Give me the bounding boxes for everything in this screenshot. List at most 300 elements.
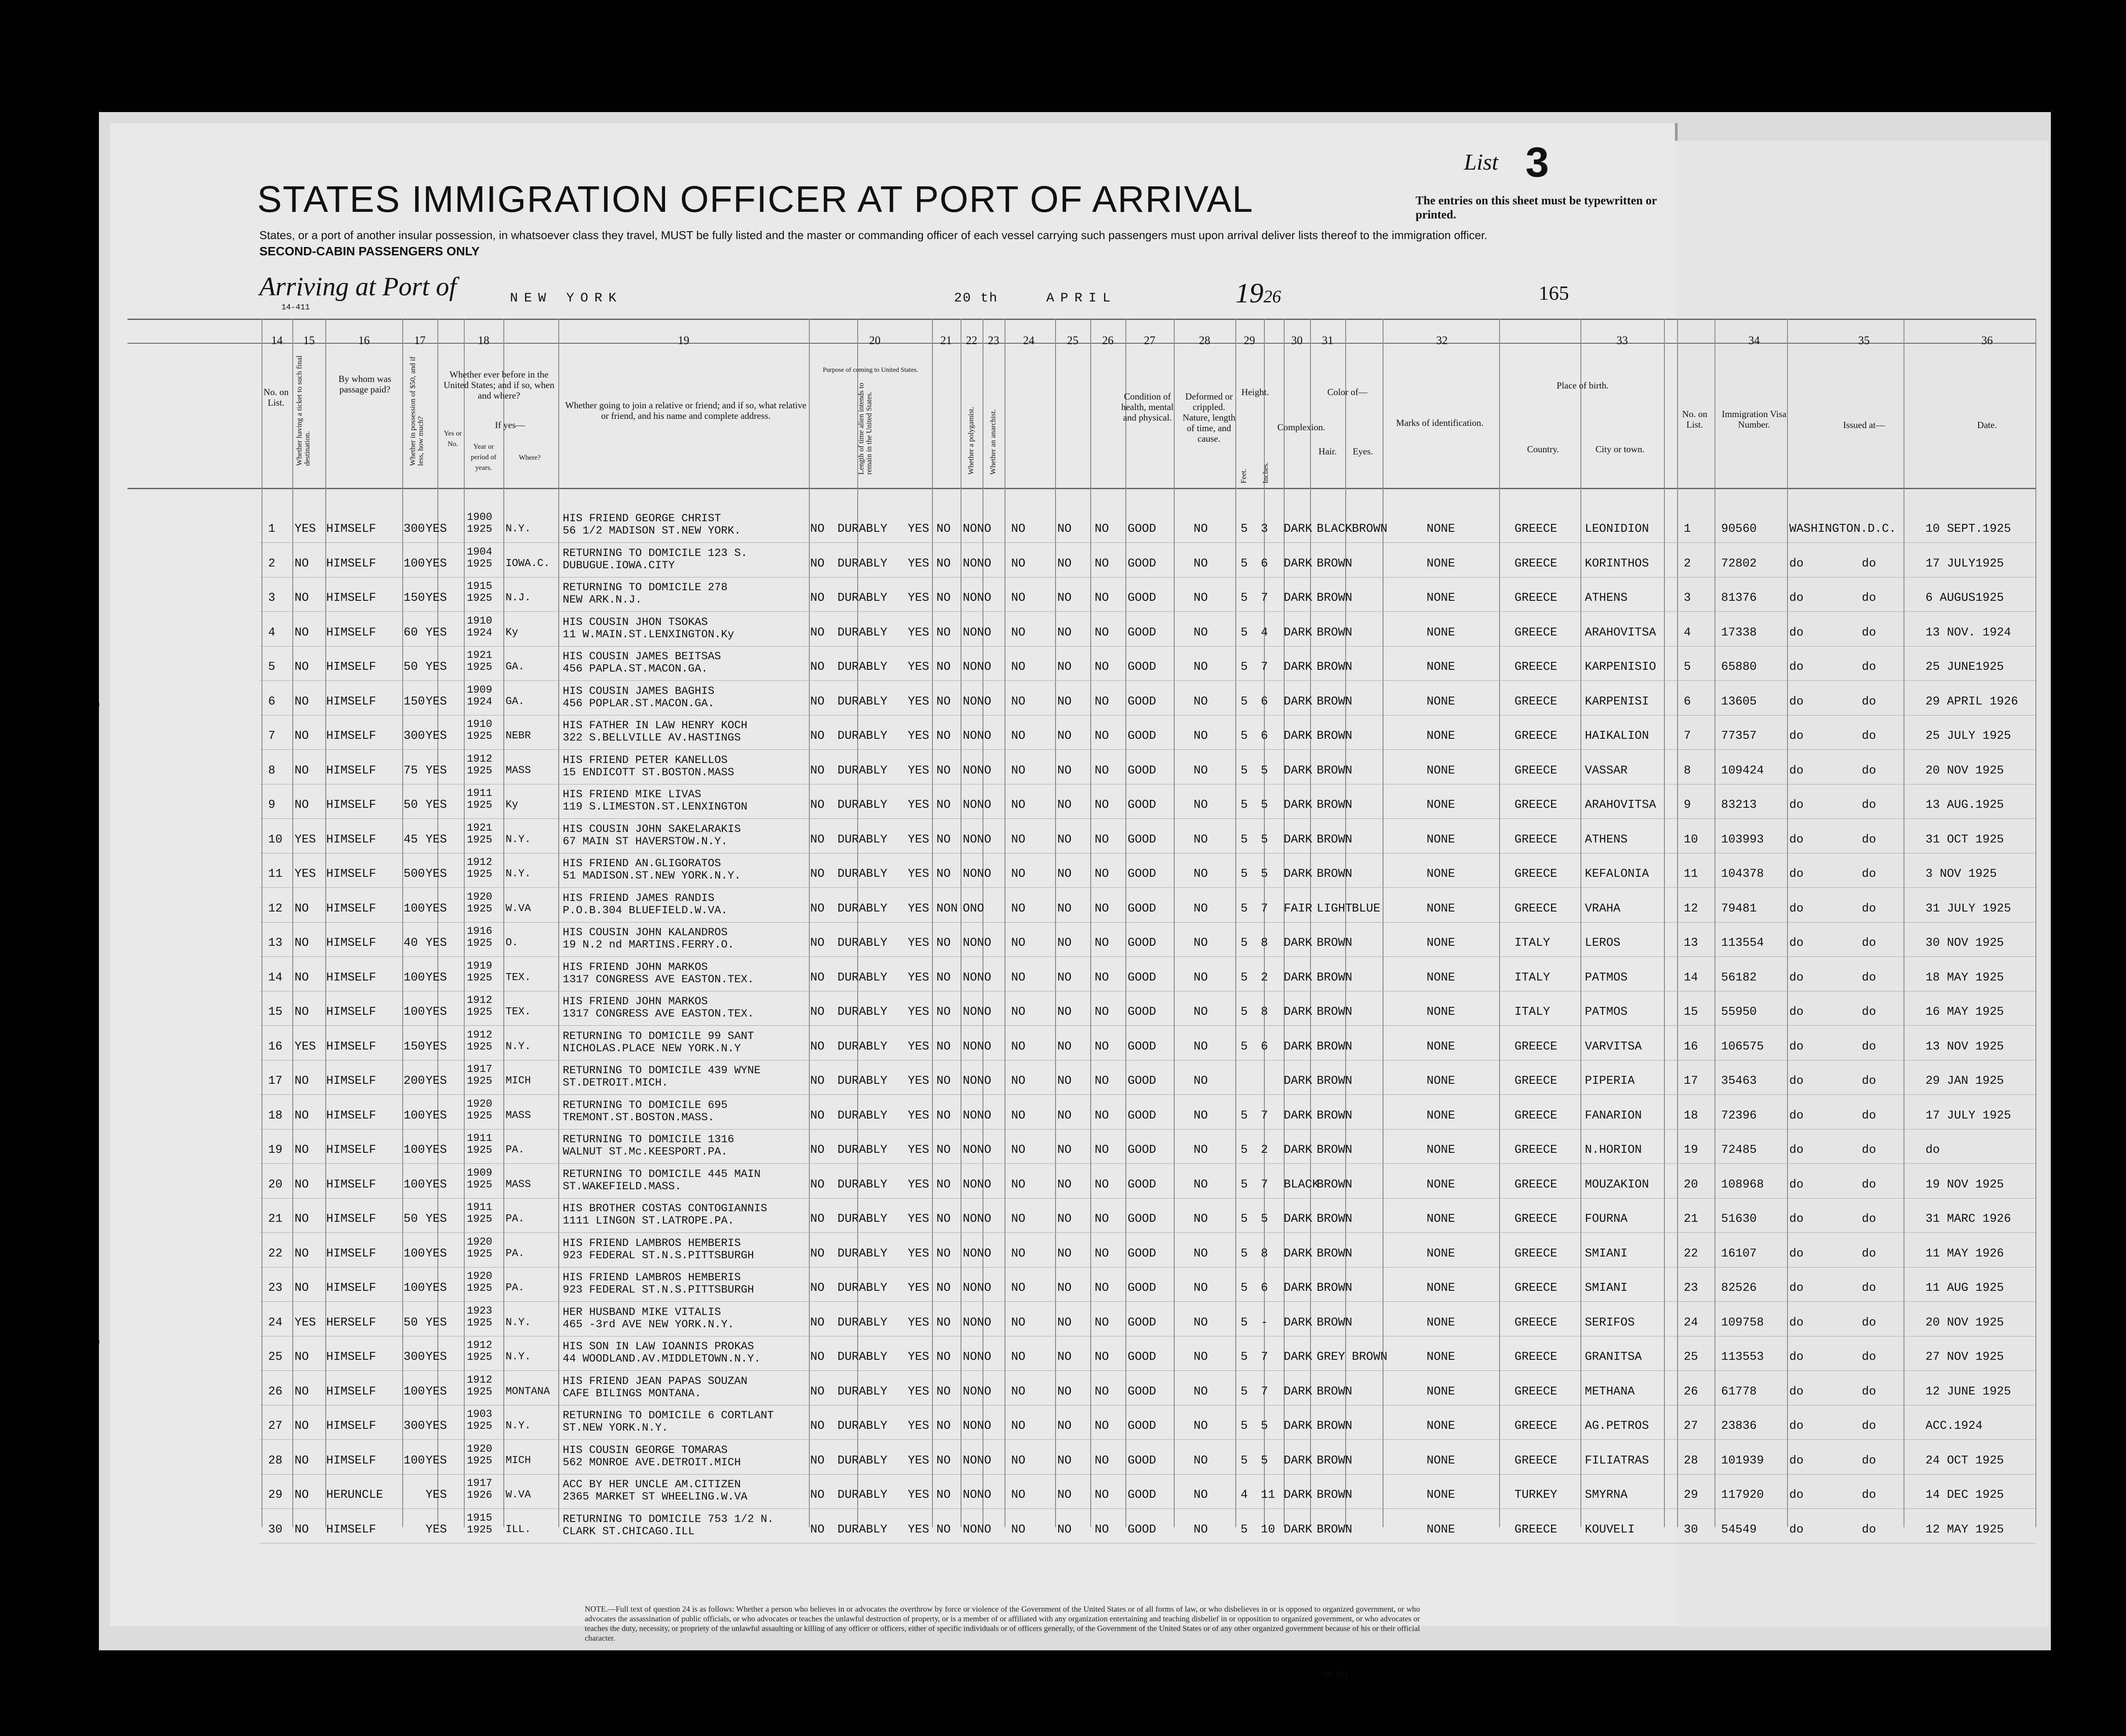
cell-c25: NO bbox=[1057, 1523, 1072, 1536]
cell-paid: HIMSELF bbox=[326, 626, 376, 639]
cell-no: 4 bbox=[268, 626, 276, 639]
row-rule bbox=[259, 1163, 2035, 1164]
cell-money: 300 bbox=[404, 1351, 425, 1364]
cell-hair: BROWN bbox=[1317, 1144, 1353, 1157]
cell-no: 7 bbox=[268, 730, 276, 743]
cell-c21: YES bbox=[908, 764, 929, 777]
cell-c22: NO bbox=[936, 1523, 951, 1536]
cell-ft: 5 bbox=[1241, 1213, 1248, 1226]
cell-cond: GOOD bbox=[1128, 1040, 1156, 1053]
cell-c26: NO bbox=[1095, 523, 1109, 536]
hdr-complexion: Complexion. bbox=[1277, 422, 1325, 432]
cell-no: 27 bbox=[268, 1420, 283, 1433]
cell-date: 12 JUNE 1925 bbox=[1926, 1385, 2011, 1398]
cell-comp: DARK bbox=[1284, 626, 1312, 639]
cell-ft: 5 bbox=[1241, 1178, 1248, 1191]
cell-paid: HERSELF bbox=[326, 1316, 376, 1329]
cell-visa: 113554 bbox=[1721, 937, 1764, 950]
cell-visa: 61778 bbox=[1721, 1385, 1757, 1398]
cell-c24: NO bbox=[1011, 1109, 1026, 1122]
cell-paid: HIMSELF bbox=[326, 730, 376, 743]
cell-c20: NO bbox=[810, 592, 825, 605]
cell-country: GREECE bbox=[1514, 833, 1558, 846]
cell-c22: NO bbox=[936, 1109, 951, 1122]
table-row bbox=[0, 1031, 2126, 1065]
cell-in: 5 bbox=[1261, 1420, 1268, 1433]
cell-issued: do bbox=[1789, 1420, 1804, 1433]
cell-cond: GOOD bbox=[1128, 1351, 1156, 1364]
cell-years: 1912 1925 bbox=[467, 857, 492, 880]
cell-money: 200 bbox=[404, 1075, 425, 1088]
column-number: 27 bbox=[1144, 334, 1155, 347]
cell-issued: do bbox=[1789, 799, 1804, 812]
cell-ft: 5 bbox=[1241, 902, 1248, 915]
cell-in: 10 bbox=[1261, 1523, 1275, 1536]
cell-c20b: DURABLY bbox=[837, 1040, 888, 1053]
cell-c24: NO bbox=[1011, 1178, 1026, 1191]
cell-c23: NONO bbox=[963, 730, 991, 743]
cell-in: 6 bbox=[1261, 1040, 1268, 1053]
cell-c20: NO bbox=[810, 1178, 825, 1191]
cell-city: ARAHOVITSA bbox=[1585, 799, 1656, 812]
cell-yn: YES bbox=[426, 1075, 447, 1088]
cell-paid: HERUNCLE bbox=[326, 1489, 383, 1502]
cell-issued2: do bbox=[1862, 1006, 1876, 1019]
cell-money: 100 bbox=[404, 557, 425, 570]
cell-issued: do bbox=[1789, 1489, 1804, 1502]
cell-hair: BROWN bbox=[1317, 1178, 1353, 1191]
cell-issued2: do bbox=[1862, 1075, 1876, 1088]
cell-join-name: HIS COUSIN JOHN KALANDROS bbox=[563, 926, 728, 939]
cell-c20b: DURABLY bbox=[837, 1351, 888, 1364]
cell-c20: NO bbox=[810, 833, 825, 846]
cell-issued2: do bbox=[1862, 1385, 1876, 1398]
cell-join-address: NICHOLAS.PLACE NEW YORK.N.Y bbox=[563, 1042, 741, 1055]
cell-comp: DARK bbox=[1284, 1489, 1312, 1502]
cell-c20: NO bbox=[810, 1247, 825, 1260]
cell-no2: 11 bbox=[1684, 868, 1698, 881]
cell-c25: NO bbox=[1057, 1040, 1072, 1053]
cell-years: 1920 1925 bbox=[467, 891, 492, 915]
cell-in: 3 bbox=[1261, 523, 1268, 536]
cell-yn: YES bbox=[426, 937, 447, 950]
hdr-place-of-birth: Place of birth. bbox=[1556, 380, 1609, 391]
cell-paid: HIMSELF bbox=[326, 1178, 376, 1191]
cell-c22: NO bbox=[936, 971, 951, 984]
cell-hair: BROWN bbox=[1317, 764, 1353, 777]
hdr-polygamist: Whether a polygamist. bbox=[967, 407, 975, 475]
cell-c21: YES bbox=[908, 902, 929, 915]
cell-c20b: DURABLY bbox=[837, 1282, 888, 1295]
hdr-anarchist: Whether an anarchist. bbox=[989, 409, 997, 475]
cell-ft: 5 bbox=[1241, 1040, 1248, 1053]
cell-paid: HIMSELF bbox=[326, 799, 376, 812]
cell-ft: 5 bbox=[1241, 833, 1248, 846]
table-row bbox=[0, 1065, 2126, 1100]
cell-join-address: CLARK ST.CHICAGO.ILL bbox=[563, 1525, 695, 1538]
cell-where: PA. bbox=[506, 1282, 525, 1294]
cell-c23: NONO bbox=[963, 1247, 991, 1260]
cell-no: 8 bbox=[268, 764, 276, 777]
cell-join-address: NEW ARK.N.J. bbox=[563, 593, 642, 606]
cell-join-address: TREMONT.ST.BOSTON.MASS. bbox=[563, 1111, 715, 1124]
cell-where: MASS bbox=[506, 1109, 531, 1122]
cell-country: GREECE bbox=[1514, 1109, 1558, 1122]
cell-ft: 5 bbox=[1241, 1144, 1248, 1157]
arrival-month: APRIL bbox=[1046, 291, 1117, 306]
cell-join-name: RETURNING TO DOMICILE 278 bbox=[563, 581, 728, 594]
cell-ft: 5 bbox=[1241, 557, 1248, 570]
table-row bbox=[0, 789, 2126, 824]
cell-comp: DARK bbox=[1284, 557, 1312, 570]
cell-marks: NONE bbox=[1427, 902, 1455, 915]
cell-join-name: HIS FRIEND GEORGE CHRIST bbox=[563, 512, 721, 525]
cell-c24: NO bbox=[1011, 1316, 1026, 1329]
cell-join-address: ST.NEW YORK.N.Y. bbox=[563, 1421, 669, 1434]
cell-cond: GOOD bbox=[1128, 1420, 1156, 1433]
cell-join-name: RETURNING TO DOMICILE 6 CORTLANT bbox=[563, 1409, 774, 1422]
cell-cond: GOOD bbox=[1128, 523, 1156, 536]
cell-money: 100 bbox=[404, 1144, 425, 1157]
hdr-country: Country. bbox=[1527, 444, 1559, 454]
cell-city: HAIKALION bbox=[1585, 730, 1649, 743]
cell-comp: DARK bbox=[1284, 1351, 1312, 1364]
cell-date: 10 SEPT.1925 bbox=[1926, 523, 2011, 536]
cell-money: 50 bbox=[404, 1316, 418, 1329]
column-number: 30 bbox=[1291, 334, 1303, 347]
cell-c26: NO bbox=[1095, 1316, 1109, 1329]
cell-c26: NO bbox=[1095, 661, 1109, 674]
cell-issued2: do bbox=[1862, 1420, 1876, 1433]
cell-city: LEONIDION bbox=[1585, 523, 1649, 536]
cell-paid: HIMSELF bbox=[326, 764, 376, 777]
hdr-color-of: Color of— bbox=[1327, 387, 1368, 397]
cell-c21: YES bbox=[908, 1454, 929, 1467]
cell-city: FILIATRAS bbox=[1585, 1454, 1649, 1467]
table-row bbox=[0, 720, 2126, 755]
cell-c20b: DURABLY bbox=[837, 799, 888, 812]
cell-date: 25 JUNE1925 bbox=[1926, 661, 2004, 674]
hdr-height: Height. bbox=[1241, 387, 1269, 397]
cell-date: ACC.1924 bbox=[1926, 1420, 1983, 1433]
cell-comp: DARK bbox=[1284, 592, 1312, 605]
cell-def: NO bbox=[1194, 1454, 1208, 1467]
cell-country: GREECE bbox=[1514, 902, 1558, 915]
cell-join-address: 11 W.MAIN.ST.LENXINGTON.Ky bbox=[563, 628, 735, 641]
cell-issued: WASHINGTON.D.C. bbox=[1789, 523, 1897, 536]
cell-c20: NO bbox=[810, 1316, 825, 1329]
cell-comp: DARK bbox=[1284, 1109, 1312, 1122]
cell-city: KEFALONIA bbox=[1585, 868, 1649, 881]
cell-def: NO bbox=[1194, 661, 1208, 674]
cell-hair: BROWN bbox=[1317, 1282, 1353, 1295]
cell-in: 7 bbox=[1261, 661, 1268, 674]
cell-date: 6 AUGUS1925 bbox=[1926, 592, 2004, 605]
cell-def: NO bbox=[1194, 764, 1208, 777]
cell-c26: NO bbox=[1095, 1385, 1109, 1398]
cell-ft: 5 bbox=[1241, 695, 1248, 708]
row-rule bbox=[259, 818, 2035, 819]
cell-where: MONTANA bbox=[506, 1385, 550, 1398]
cell-comp: DARK bbox=[1284, 1075, 1312, 1088]
cell-no: 12 bbox=[268, 902, 283, 915]
table-row bbox=[0, 927, 2126, 962]
cell-c20b: DURABLY bbox=[837, 902, 888, 915]
cell-ticket: NO bbox=[295, 695, 309, 708]
cell-ft: 5 bbox=[1241, 1385, 1248, 1398]
cell-c23: NONO bbox=[963, 626, 991, 639]
cell-cond: GOOD bbox=[1128, 661, 1156, 674]
cell-in: 2 bbox=[1261, 1144, 1268, 1157]
cell-c24: NO bbox=[1011, 1420, 1026, 1433]
cell-c25: NO bbox=[1057, 1178, 1072, 1191]
cell-ft: 5 bbox=[1241, 937, 1248, 950]
cell-ft: 5 bbox=[1241, 661, 1248, 674]
cell-join-address: 1317 CONGRESS AVE EASTON.TEX. bbox=[563, 973, 754, 986]
hdr-inches: Inches. bbox=[1261, 462, 1270, 483]
cell-no: 28 bbox=[268, 1454, 283, 1467]
column-number: 14 bbox=[271, 334, 283, 347]
cell-date: 13 NOV 1925 bbox=[1926, 1040, 2004, 1053]
cell-c24: NO bbox=[1011, 764, 1026, 777]
cell-in: 8 bbox=[1261, 1006, 1268, 1019]
hdr-condition: Condition of health, mental and physical. bbox=[1121, 391, 1174, 423]
table-row bbox=[0, 962, 2126, 996]
cell-visa: 77357 bbox=[1721, 730, 1757, 743]
cell-where: Ky bbox=[506, 626, 518, 639]
cell-ft: 5 bbox=[1241, 1282, 1248, 1295]
cell-c23: ONO bbox=[963, 902, 984, 915]
cell-c25: NO bbox=[1057, 661, 1072, 674]
cell-c26: NO bbox=[1095, 833, 1109, 846]
cell-c26: NO bbox=[1095, 1075, 1109, 1088]
form-footer: 14-411 bbox=[1323, 1670, 1349, 1678]
cell-c21: YES bbox=[908, 1420, 929, 1433]
cell-paid: HIMSELF bbox=[326, 1420, 376, 1433]
cell-c25: NO bbox=[1057, 695, 1072, 708]
cell-money: 100 bbox=[404, 902, 425, 915]
cell-c26: NO bbox=[1095, 799, 1109, 812]
cell-join-address: 44 WOODLAND.AV.MIDDLETOWN.N.Y. bbox=[563, 1352, 761, 1365]
cell-comp: DARK bbox=[1284, 1523, 1312, 1536]
column-number: 28 bbox=[1199, 334, 1210, 347]
hdr-if-yes: If yes— bbox=[495, 420, 525, 430]
row-rule bbox=[259, 1094, 2035, 1095]
cell-no2: 8 bbox=[1684, 764, 1691, 777]
cell-no2: 29 bbox=[1684, 1489, 1698, 1502]
cell-years: 1920 1925 bbox=[467, 1098, 492, 1122]
cell-issued2: do bbox=[1862, 1109, 1876, 1122]
cell-c24: NO bbox=[1011, 1351, 1026, 1364]
cell-no: 23 bbox=[268, 1282, 283, 1295]
cell-marks: NONE bbox=[1427, 1247, 1455, 1260]
cell-years: 1919 1925 bbox=[467, 960, 492, 984]
cell-join-address: 1317 CONGRESS AVE EASTON.TEX. bbox=[563, 1007, 754, 1020]
cell-c22: NO bbox=[936, 764, 951, 777]
cell-c20: NO bbox=[810, 1109, 825, 1122]
cell-c24: NO bbox=[1011, 971, 1026, 984]
cell-paid: HIMSELF bbox=[326, 1213, 376, 1226]
cell-issued2: do bbox=[1862, 1178, 1876, 1191]
cell-where: N.Y. bbox=[506, 1420, 531, 1432]
cell-city: SMIANI bbox=[1585, 1282, 1628, 1295]
cell-paid: HIMSELF bbox=[326, 695, 376, 708]
cell-visa: 23836 bbox=[1721, 1420, 1757, 1433]
cell-def: NO bbox=[1194, 1178, 1208, 1191]
cell-issued: do bbox=[1789, 902, 1804, 915]
cell-comp: DARK bbox=[1284, 1282, 1312, 1295]
cell-c23: NONO bbox=[963, 1385, 991, 1398]
cell-join-address: CAFE BILINGS MONTANA. bbox=[563, 1387, 702, 1400]
cell-visa: 13605 bbox=[1721, 695, 1757, 708]
cell-in: 5 bbox=[1261, 1454, 1268, 1467]
cell-cond: GOOD bbox=[1128, 1075, 1156, 1088]
cell-c22: NO bbox=[936, 1213, 951, 1226]
cell-c26: NO bbox=[1095, 1109, 1109, 1122]
cell-comp: BLACK bbox=[1284, 1178, 1320, 1191]
cell-join-address: ST.DETROIT.MICH. bbox=[563, 1076, 669, 1089]
table-row bbox=[0, 1307, 2126, 1341]
cell-city: FOURNA bbox=[1585, 1213, 1628, 1226]
cell-marks: NONE bbox=[1427, 1282, 1455, 1295]
cell-ft: 5 bbox=[1241, 1523, 1248, 1536]
cell-marks: NONE bbox=[1427, 1006, 1455, 1019]
cell-paid: HIMSELF bbox=[326, 1351, 376, 1364]
cell-c22: NO bbox=[936, 833, 951, 846]
cell-no: 9 bbox=[268, 799, 276, 812]
cell-yn: YES bbox=[426, 695, 447, 708]
cell-c20b: DURABLY bbox=[837, 1523, 888, 1536]
cell-hair: BROWN bbox=[1317, 1420, 1353, 1433]
cell-hair: BROWN bbox=[1317, 557, 1353, 570]
cell-c20b: DURABLY bbox=[837, 1316, 888, 1329]
cell-join-address: P.O.B.304 BLUEFIELD.W.VA. bbox=[563, 904, 728, 917]
cell-issued2: do bbox=[1862, 730, 1876, 743]
cell-c23: NONO bbox=[963, 1523, 991, 1536]
cell-hair: BROWN bbox=[1317, 1006, 1353, 1019]
cell-c22: NO bbox=[936, 868, 951, 881]
cell-c25: NO bbox=[1057, 1247, 1072, 1260]
cell-c23: NONO bbox=[963, 937, 991, 950]
cell-ft: 5 bbox=[1241, 1316, 1248, 1329]
cell-c22: NO bbox=[936, 1178, 951, 1191]
arrival-year: 1926 bbox=[1235, 277, 1281, 309]
cell-c21: YES bbox=[908, 799, 929, 812]
cell-c26: NO bbox=[1095, 1247, 1109, 1260]
table-row bbox=[0, 686, 2126, 720]
cell-c23: NONO bbox=[963, 557, 991, 570]
cell-money: 100 bbox=[404, 1282, 425, 1295]
cell-yn: YES bbox=[426, 1040, 447, 1053]
cell-date: 25 JULY 1925 bbox=[1926, 730, 2011, 743]
cell-no: 22 bbox=[268, 1247, 283, 1260]
cell-ticket: YES bbox=[295, 1316, 316, 1329]
cell-money: 500 bbox=[404, 868, 425, 881]
cell-cond: GOOD bbox=[1128, 1109, 1156, 1122]
cell-country: GREECE bbox=[1514, 1247, 1558, 1260]
cell-c26: NO bbox=[1095, 695, 1109, 708]
column-number: 34 bbox=[1748, 334, 1760, 347]
cell-c23: NONO bbox=[963, 833, 991, 846]
cell-c20b: DURABLY bbox=[837, 1144, 888, 1157]
cell-def: NO bbox=[1194, 626, 1208, 639]
cell-money: 150 bbox=[404, 695, 425, 708]
cell-country: GREECE bbox=[1514, 730, 1558, 743]
cell-yn: YES bbox=[426, 1454, 447, 1467]
hdr-paid-by: By whom was passage paid? bbox=[338, 374, 392, 395]
cell-country: ITALY bbox=[1514, 937, 1551, 950]
cell-no2: 26 bbox=[1684, 1385, 1698, 1398]
cell-c22: NO bbox=[936, 1385, 951, 1398]
cell-where: TEX. bbox=[506, 971, 531, 984]
cell-cond: GOOD bbox=[1128, 1454, 1156, 1467]
cell-c20: NO bbox=[810, 730, 825, 743]
cell-def: NO bbox=[1194, 1420, 1208, 1433]
cell-city: ATHENS bbox=[1585, 592, 1628, 605]
cell-issued2: do bbox=[1862, 592, 1876, 605]
cell-yn: YES bbox=[426, 1523, 447, 1536]
cell-money: 150 bbox=[404, 592, 425, 605]
cell-c22: NO bbox=[936, 1454, 951, 1467]
cell-paid: HIMSELF bbox=[326, 1006, 376, 1019]
cell-def: NO bbox=[1194, 592, 1208, 605]
cell-marks: NONE bbox=[1427, 626, 1455, 639]
cell-marks: NONE bbox=[1427, 1454, 1455, 1467]
cell-marks: NONE bbox=[1427, 1213, 1455, 1226]
cell-issued: do bbox=[1789, 1178, 1804, 1191]
cell-in: 7 bbox=[1261, 592, 1268, 605]
cell-c26: NO bbox=[1095, 557, 1109, 570]
cell-cond: GOOD bbox=[1128, 971, 1156, 984]
column-number: 29 bbox=[1244, 334, 1255, 347]
cell-def: NO bbox=[1194, 937, 1208, 950]
cell-def: NO bbox=[1194, 1040, 1208, 1053]
cell-no2: 25 bbox=[1684, 1351, 1698, 1364]
cell-comp: DARK bbox=[1284, 1385, 1312, 1398]
cell-c26: NO bbox=[1095, 764, 1109, 777]
cell-in: 5 bbox=[1261, 1213, 1268, 1226]
cell-visa: 79481 bbox=[1721, 902, 1757, 915]
cell-issued2: do bbox=[1862, 626, 1876, 639]
table-row bbox=[0, 824, 2126, 858]
rule bbox=[127, 319, 2035, 320]
cell-paid: HIMSELF bbox=[326, 592, 376, 605]
row-rule bbox=[259, 1370, 2035, 1371]
cell-where: MICH bbox=[506, 1075, 531, 1087]
cell-city: AG.PETROS bbox=[1585, 1420, 1649, 1433]
cell-visa: 82526 bbox=[1721, 1282, 1757, 1295]
cell-issued: do bbox=[1789, 1316, 1804, 1329]
cell-c22: NO bbox=[936, 1075, 951, 1088]
cell-join-name: RETURNING TO DOMICILE 753 1/2 N. bbox=[563, 1512, 774, 1525]
cell-c21: YES bbox=[908, 1075, 929, 1088]
cell-paid: HIMSELF bbox=[326, 557, 376, 570]
cell-years: 1915 1925 bbox=[467, 581, 492, 604]
cell-hair: BROWN bbox=[1317, 1454, 1353, 1467]
cell-issued2: do bbox=[1862, 971, 1876, 984]
cell-c26: NO bbox=[1095, 626, 1109, 639]
cell-in: 5 bbox=[1261, 799, 1268, 812]
typewritten-note: The entries on this sheet must be typewritten or printed. bbox=[1416, 194, 1657, 221]
cell-in: 11 bbox=[1261, 1489, 1275, 1502]
cell-join-name: ACC BY HER UNCLE AM.CITIZEN bbox=[563, 1478, 741, 1491]
cell-city: SMYRNA bbox=[1585, 1489, 1628, 1502]
hdr-join-relative: Whether going to join a relative or friend; and if so, what relative or friend, and his name and complete address. bbox=[565, 400, 807, 421]
cell-issued2: do bbox=[1862, 695, 1876, 708]
cell-c24: NO bbox=[1011, 557, 1026, 570]
cell-money: 75 bbox=[404, 764, 418, 777]
cell-country: GREECE bbox=[1514, 1523, 1558, 1536]
